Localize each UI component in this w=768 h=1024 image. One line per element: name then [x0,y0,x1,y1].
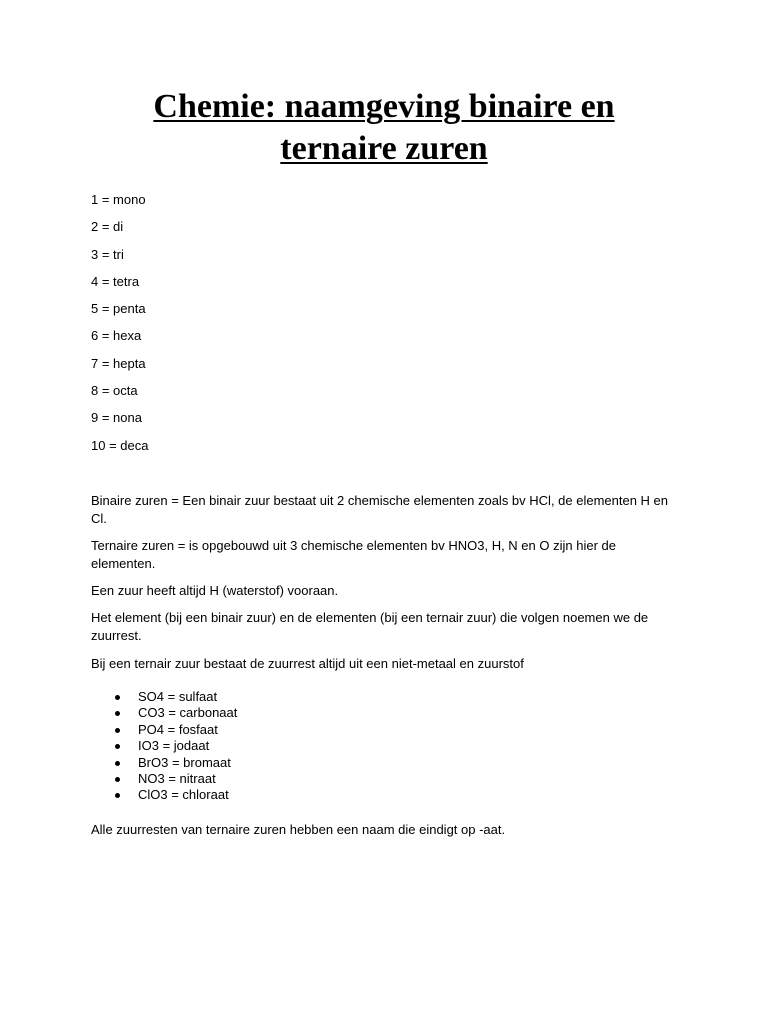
list-item [91,787,237,803]
bullet-icon [115,711,120,716]
title-line-2: ternaire zuren [280,130,488,167]
list-item [91,738,237,754]
paragraph-zuurrest: Het element (bij een binair zuur) en de elementen (bij een ternair zuur) die volgen noemen we de zuurrest. [91,610,649,643]
prefix-item: 7 = hepta [91,355,146,371]
paragraph-waterstof: Een zuur heeft altijd H (waterstof) vooraan. [91,583,339,598]
prefix-item: 8 = octa [91,383,138,399]
prefix-item: 9 = nona [91,410,142,426]
list-item-text: PO4 = fosfaat [138,721,218,737]
prefix-item: 1 = mono [91,192,146,207]
paragraph-conclusie: Alle zuurresten van ternaire zuren hebben een naam die eindigt op -aat. [91,822,506,837]
list-item-text: BrO3 = bromaat [138,754,231,770]
prefix-item: 10 = deca [91,437,149,453]
page-title [0,86,768,170]
list-item [91,705,237,721]
bullet-icon [115,761,120,766]
prefix-item: 5 = penta [91,301,146,317]
bullet-icon [115,695,120,700]
bullet-icon [115,777,120,782]
paragraph-niet-metaal: Bij een ternair zuur bestaat de zuurrest altijd uit een niet-metaal en zuurstof [91,656,524,671]
prefix-item: 4 = tetra [91,273,140,289]
list-item-text: CO3 = carbonaat [138,705,238,721]
prefix-item: 6 = hexa [91,328,142,344]
paragraph-binaire-zuren: Binaire zuren = Een binair zuur bestaat uit 2 chemische elementen zoals bv HCl, de elementen H en Cl. [91,493,669,526]
list-item [91,771,237,787]
prefix-item: 3 = tri [91,246,124,262]
list-item-text: NO3 = nitraat [138,770,216,786]
list-item-text: SO4 = sulfaat [138,689,218,704]
prefix-item: 2 = di [91,219,124,235]
list-item-text: IO3 = jodaat [138,738,210,754]
bullet-icon [115,728,120,733]
paragraph-ternaire-zuren: Ternaire zuren = is opgebouwd uit 3 chemische elementen bv HNO3, H, N en O zijn hier de elementen. [91,538,616,571]
list-item [91,689,237,705]
title-line-1: Chemie: naamgeving binaire en [153,88,615,125]
bullet-icon [115,744,120,749]
bullet-icon [115,793,120,798]
prefix-list [91,191,148,464]
zuurrest-list [91,689,237,804]
list-item [91,755,237,771]
list-item [91,722,237,738]
list-item-text: ClO3 = chloraat [138,787,229,803]
